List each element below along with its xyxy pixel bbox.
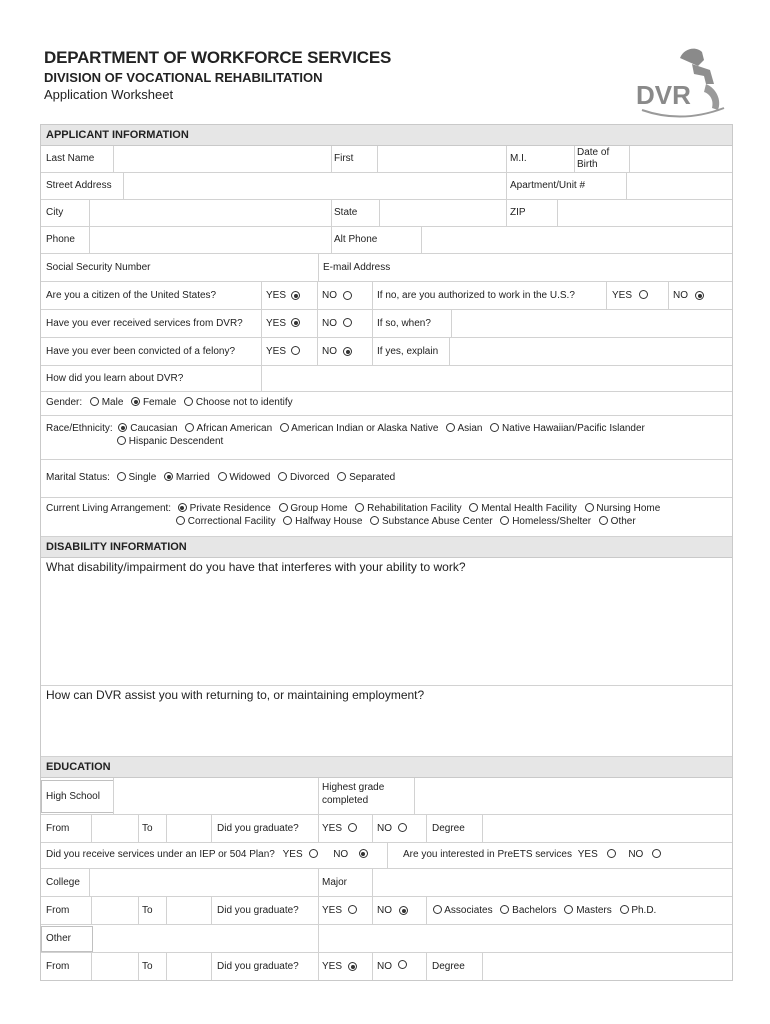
- row-living: [41, 498, 732, 537]
- first-name-label: First: [334, 153, 354, 164]
- last-name-field[interactable]: [114, 146, 331, 172]
- living-substance-label: Substance Abuse Center: [381, 516, 493, 527]
- other-no-radio[interactable]: [398, 960, 407, 969]
- marital-separated-radio[interactable]: [337, 472, 346, 481]
- services-no-radio[interactable]: [343, 318, 352, 327]
- living-substance-radio[interactable]: [370, 516, 379, 525]
- gender-label: Gender:: [46, 397, 83, 408]
- marital-widowed-label: Widowed: [229, 472, 271, 483]
- division-subtitle: DIVISION OF VOCATIONAL REHABILITATION: [44, 70, 323, 85]
- street-field[interactable]: [124, 173, 506, 199]
- race-african-american-radio[interactable]: [185, 423, 194, 432]
- state-label: State: [334, 207, 358, 218]
- degree-masters-radio[interactable]: [564, 905, 573, 914]
- gender-options: [46, 397, 298, 409]
- department-title: DEPARTMENT OF WORKFORCE SERVICES: [44, 48, 392, 67]
- gender-female-label: Female: [142, 397, 177, 408]
- marital-single-label: Single: [128, 472, 157, 483]
- highest-grade-field[interactable]: [415, 778, 730, 814]
- race-african-american-label: African American: [196, 423, 273, 434]
- major-label: Major: [322, 877, 348, 888]
- hs-graduate-question: Did you graduate?: [217, 823, 299, 834]
- section-applicant: APPLICANT INFORMATION: [41, 125, 732, 146]
- authorized-no-radio[interactable]: [695, 291, 704, 300]
- section-disability: DISABILITY INFORMATION: [41, 537, 732, 558]
- dob-label-2: Birth: [577, 159, 598, 170]
- college-no-label: NO: [377, 905, 392, 916]
- living-mental-radio[interactable]: [469, 503, 478, 512]
- living-nursing-label: Nursing Home: [596, 503, 661, 514]
- felony-yes-radio[interactable]: [291, 346, 300, 355]
- hs-no-radio[interactable]: [398, 823, 407, 832]
- row-street: [41, 173, 732, 200]
- other-no-label: NO: [377, 961, 392, 972]
- marital-divorced-label: Divorced: [290, 472, 330, 483]
- race-american-indian-radio[interactable]: [280, 423, 289, 432]
- ssn-label: Social Security Number: [46, 262, 151, 273]
- alt-phone-label: Alt Phone: [334, 234, 378, 245]
- citizen-question: Are you a citizen of the United States?: [46, 290, 217, 301]
- prets-yes-radio[interactable]: [607, 849, 616, 858]
- authorized-no-label: NO: [673, 290, 688, 301]
- other-degree-field[interactable]: [483, 953, 730, 980]
- prets-no-label: NO: [628, 849, 644, 860]
- race-native-hawaiian-label: Native Hawaiian/Pacific Islander: [502, 423, 645, 434]
- college-label: College: [46, 877, 80, 888]
- row-phone: [41, 227, 732, 254]
- row-name: [41, 146, 732, 173]
- explain-field[interactable]: [450, 338, 730, 365]
- row-hs-dates: [41, 815, 732, 843]
- hs-yes-label: YES: [322, 823, 343, 834]
- when-field[interactable]: [452, 310, 730, 337]
- prets-options: [403, 849, 661, 861]
- college-to-field[interactable]: [167, 897, 211, 924]
- other-graduate-question: Did you graduate?: [217, 961, 299, 972]
- marital-label: Marital Status:: [46, 472, 110, 483]
- race-american-indian-label: American Indian or Alaska Native: [291, 423, 439, 434]
- marital-married-radio[interactable]: [164, 472, 173, 481]
- application-form: [40, 124, 733, 981]
- services-no-label: NO: [322, 318, 337, 329]
- alt-phone-field[interactable]: [422, 227, 730, 253]
- high-school-label: High School: [46, 791, 100, 802]
- authorized-yes-radio[interactable]: [639, 290, 648, 299]
- living-nursing-radio[interactable]: [585, 503, 594, 512]
- zip-label: ZIP: [510, 207, 526, 218]
- hs-to-field[interactable]: [167, 815, 211, 842]
- email-label: E-mail Address: [323, 262, 391, 273]
- services-yes-label: YES: [266, 318, 287, 329]
- degree-associates-radio[interactable]: [433, 905, 442, 914]
- living-label: Current Living Arrangement:: [46, 503, 172, 514]
- row-iep: [41, 843, 732, 869]
- race-native-hawaiian-radio[interactable]: [490, 423, 499, 432]
- apt-label: Apartment/Unit #: [510, 180, 586, 191]
- explain-question: If yes, explain: [377, 346, 439, 357]
- row-disability-q1[interactable]: [41, 558, 732, 686]
- felony-question: Have you ever been convicted of a felony?: [46, 346, 236, 357]
- race-asian-label: Asian: [457, 423, 483, 434]
- college-graduate-question: Did you graduate?: [217, 905, 299, 916]
- row-college: [41, 869, 732, 897]
- living-halfway-label: Halfway House: [295, 516, 363, 527]
- citizen-yes-label: YES: [266, 290, 287, 301]
- marital-married-label: Married: [175, 472, 210, 483]
- degree-bachelors-radio[interactable]: [500, 905, 509, 914]
- last-name-label: Last Name: [46, 153, 95, 164]
- street-label: Street Address: [46, 180, 112, 191]
- phone-field[interactable]: [90, 227, 331, 253]
- living-correctional-radio[interactable]: [176, 516, 185, 525]
- college-from-label: From: [46, 905, 70, 916]
- felony-yes-label: YES: [266, 346, 287, 357]
- degree-phd-label: Ph.D.: [631, 905, 657, 916]
- dvr-logo-text: DVR: [636, 80, 691, 110]
- race-options-line1: [46, 423, 650, 435]
- row-learn: [41, 366, 732, 392]
- living-options-line2: [176, 516, 641, 528]
- other-field[interactable]: [92, 925, 318, 952]
- state-field[interactable]: [380, 200, 506, 226]
- row-city: [41, 200, 732, 227]
- zip-field[interactable]: [558, 200, 730, 226]
- citizen-no-radio[interactable]: [343, 291, 352, 300]
- dob-field[interactable]: [630, 146, 730, 172]
- race-asian-radio[interactable]: [446, 423, 455, 432]
- hs-to-label: To: [142, 823, 153, 834]
- hs-from-field[interactable]: [92, 815, 138, 842]
- living-rehab-label: Rehabilitation Facility: [367, 503, 462, 514]
- row-felony: [41, 338, 732, 366]
- row-high-school: [41, 778, 732, 815]
- gender-none-radio[interactable]: [184, 397, 193, 406]
- citizen-no-label: NO: [322, 290, 337, 301]
- race-label: Race/Ethnicity:: [46, 423, 113, 434]
- iep-no-radio[interactable]: [359, 849, 368, 858]
- row-disability-q2[interactable]: [41, 686, 732, 757]
- living-other-label: Other: [610, 516, 636, 527]
- dob-label-1: Date of: [577, 147, 610, 158]
- race-options-line2: [117, 436, 228, 448]
- living-homeless-label: Homeless/Shelter: [512, 516, 592, 527]
- iep-yes-label: YES: [282, 849, 303, 860]
- living-options-line1: [46, 503, 665, 515]
- prets-no-radio[interactable]: [652, 849, 661, 858]
- high-school-field[interactable]: [114, 778, 318, 814]
- living-halfway-radio[interactable]: [283, 516, 292, 525]
- living-private-label: Private Residence: [189, 503, 271, 514]
- living-homeless-radio[interactable]: [500, 516, 509, 525]
- services-yes-radio[interactable]: [291, 318, 300, 327]
- learn-field[interactable]: [262, 366, 730, 391]
- dvr-logo-icon: [632, 44, 728, 120]
- race-caucasian-radio[interactable]: [118, 423, 127, 432]
- city-label: City: [46, 207, 64, 218]
- prets-question: Are you interested in PreETS services: [403, 849, 572, 860]
- highest-grade-label-2: completed: [322, 795, 369, 806]
- race-hispanic-label: Hispanic Descendent: [128, 436, 224, 447]
- other-to-field[interactable]: [167, 953, 211, 980]
- college-field[interactable]: [90, 869, 318, 896]
- marital-separated-label: Separated: [349, 472, 396, 483]
- college-yes-radio[interactable]: [348, 905, 357, 914]
- services-question: Have you ever received services from DVR?: [46, 318, 243, 329]
- row-college-dates: [41, 897, 732, 925]
- worksheet-label: Application Worksheet: [44, 87, 174, 102]
- hs-from-label: From: [46, 823, 70, 834]
- row-other-dates: [41, 953, 732, 980]
- hs-degree-label: Degree: [432, 823, 465, 834]
- gender-female-radio[interactable]: [131, 397, 140, 406]
- college-from-field[interactable]: [92, 897, 138, 924]
- first-name-field[interactable]: [378, 146, 506, 172]
- living-other-radio[interactable]: [599, 516, 608, 525]
- iep-yes-radio[interactable]: [309, 849, 318, 858]
- other-yes-radio[interactable]: [348, 962, 357, 971]
- iep-question: Did you receive services under an IEP or 504 Plan?: [46, 849, 275, 860]
- living-group-radio[interactable]: [279, 503, 288, 512]
- living-private-radio[interactable]: [178, 503, 187, 512]
- hs-no-label: NO: [377, 823, 392, 834]
- other-from-label: From: [46, 961, 70, 972]
- citizen-yes-radio[interactable]: [291, 291, 300, 300]
- college-no-radio[interactable]: [399, 906, 408, 915]
- living-group-label: Group Home: [290, 503, 348, 514]
- prets-yes-label: YES: [577, 849, 598, 860]
- living-mental-label: Mental Health Facility: [481, 503, 577, 514]
- other-degree-label: Degree: [432, 961, 465, 972]
- iep-options: [46, 849, 368, 861]
- other-to-label: To: [142, 961, 153, 972]
- authorized-question: If no, are you authorized to work in the U.S.?: [377, 290, 575, 301]
- college-yes-label: YES: [322, 905, 343, 916]
- felony-no-label: NO: [322, 346, 337, 357]
- learn-question: How did you learn about DVR?: [46, 373, 184, 384]
- row-marital: [41, 460, 732, 498]
- row-services: [41, 310, 732, 338]
- college-to-label: To: [142, 905, 153, 916]
- race-caucasian-label: Caucasian: [130, 423, 178, 434]
- other-label: Other: [46, 933, 72, 944]
- felony-no-radio[interactable]: [343, 347, 352, 356]
- living-rehab-radio[interactable]: [355, 503, 364, 512]
- degree-masters-label: Masters: [576, 905, 612, 916]
- degree-bachelors-label: Bachelors: [512, 905, 557, 916]
- highest-grade-label-1: Highest grade: [322, 782, 385, 793]
- degree-associates-label: Associates: [444, 905, 493, 916]
- other-from-field[interactable]: [92, 953, 138, 980]
- living-correctional-label: Correctional Facility: [187, 516, 276, 527]
- mi-label: M.I.: [510, 153, 527, 164]
- row-other: [41, 925, 732, 953]
- row-citizen: [41, 282, 732, 310]
- race-hispanic-radio[interactable]: [117, 436, 126, 445]
- assist-question: How can DVR assist you with returning to, or maintaining employment?: [46, 688, 425, 702]
- section-education: EDUCATION: [41, 757, 732, 778]
- disability-question: What disability/impairment do you have that interferes with your ability to work?: [46, 560, 466, 574]
- marital-options: [46, 472, 400, 484]
- when-question: If so, when?: [377, 318, 431, 329]
- row-ssn: [41, 254, 732, 282]
- marital-widowed-radio[interactable]: [218, 472, 227, 481]
- hs-yes-radio[interactable]: [348, 823, 357, 832]
- gender-male-label: Male: [101, 397, 124, 408]
- iep-no-label: NO: [333, 849, 349, 860]
- major-field[interactable]: [373, 869, 730, 896]
- college-degree-options: [433, 905, 661, 917]
- phone-label: Phone: [46, 234, 75, 245]
- city-field[interactable]: [90, 200, 331, 226]
- degree-phd-radio[interactable]: [620, 905, 629, 914]
- marital-divorced-radio[interactable]: [278, 472, 287, 481]
- gender-male-radio[interactable]: [90, 397, 99, 406]
- hs-degree-field[interactable]: [483, 815, 730, 842]
- row-race: [41, 416, 732, 460]
- other-yes-label: YES: [322, 961, 343, 972]
- apt-field[interactable]: [627, 173, 730, 199]
- gender-none-label: Choose not to identify: [195, 397, 293, 408]
- authorized-yes-label: YES: [612, 290, 633, 301]
- row-gender: [41, 392, 732, 416]
- marital-single-radio[interactable]: [117, 472, 126, 481]
